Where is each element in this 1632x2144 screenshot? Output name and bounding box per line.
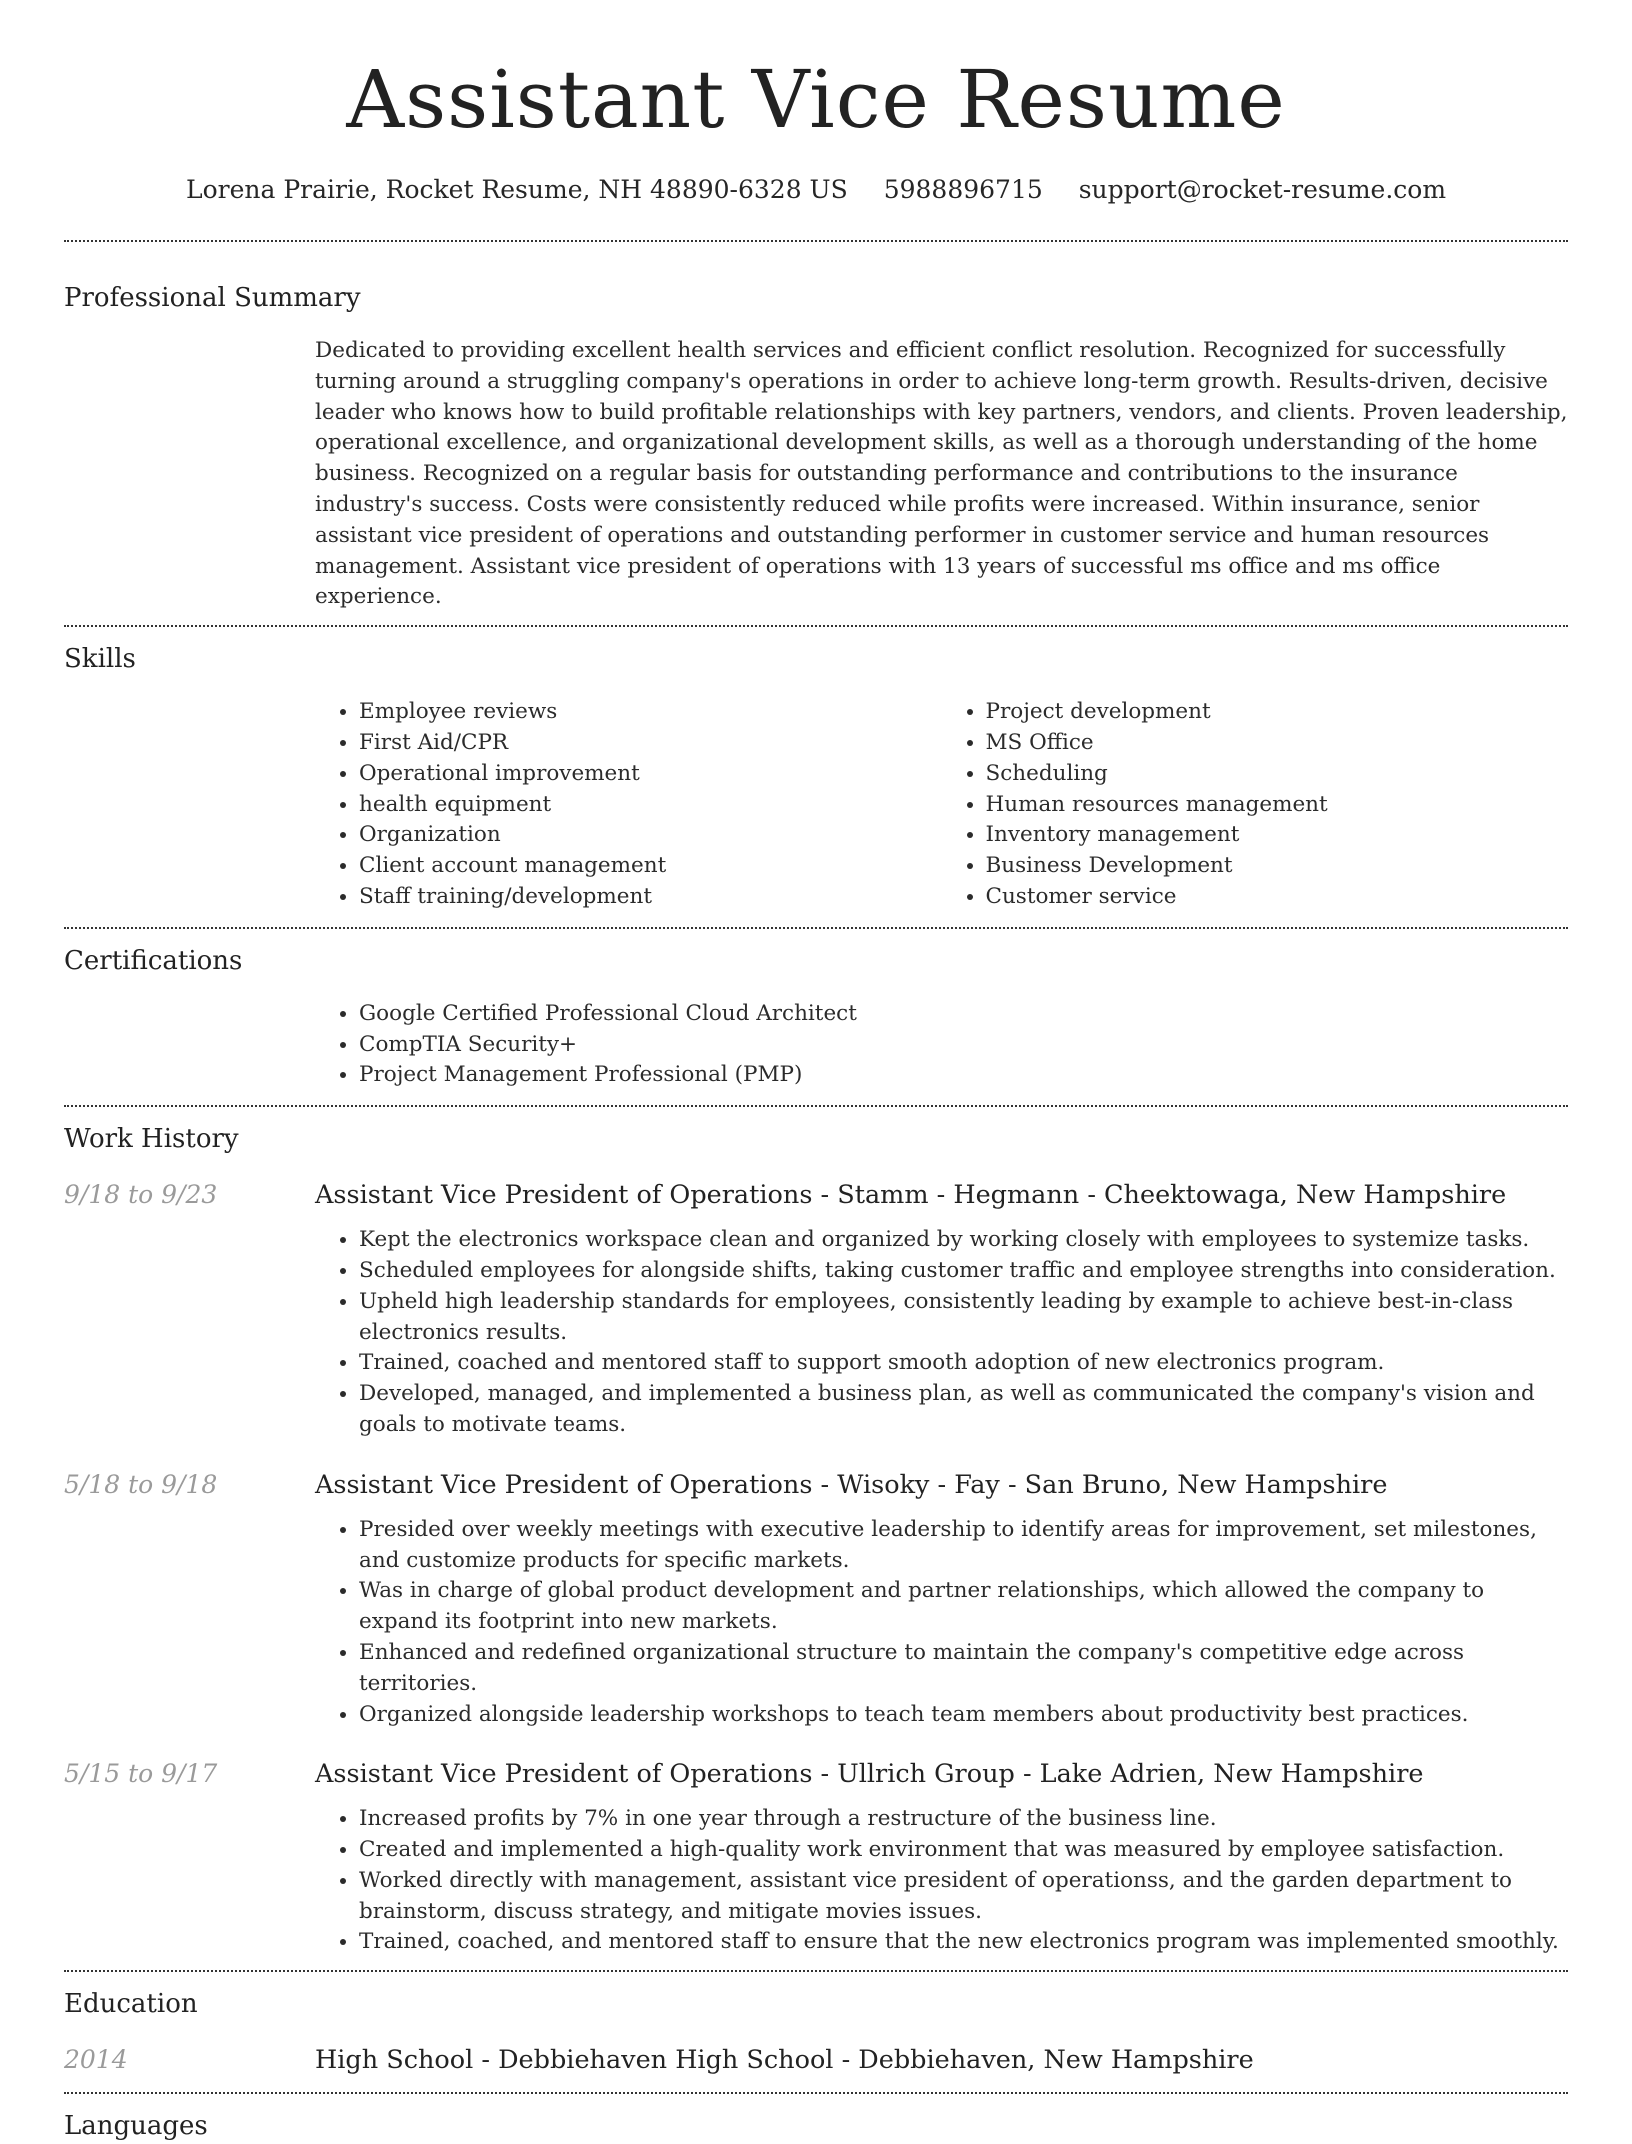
skill-item: • Organization <box>359 820 942 851</box>
education-section <box>64 1972 1568 2078</box>
languages-section <box>64 2094 1568 2144</box>
job-entry <box>64 1177 1568 1441</box>
job-bullet: • Increased profits by 7% in one year through a restructure of the business line. <box>359 1804 1568 1835</box>
certifications-heading: Certifications <box>64 945 243 976</box>
job-bullet: • Organized alongside leadership workshops to teach team members about productivity best practices. <box>359 1700 1568 1731</box>
skill-item: • Staff training/development <box>359 882 942 913</box>
summary-text: Dedicated to providing excellent health services and efficient conflict resolution. Recognized for successfully turning around a struggling company's operations in order to achieve long-term growth. Results-driven, decisive leader who knows how to build profitable relationships with key partners, vendors, and clients. Proven leadership, operational excellence, and organizational development skills, as well as a thorough understanding of the home business. Recognized on a regular basis for outstanding performance and contributions to the insurance industry's success. Costs were consistently reduced while profits were increased. Within insurance, senior assistant vice president of operations and outstanding performer in customer service and human resources management. Assistant vice president of operations with 13 years of successful ms office and ms office experience. <box>315 338 1568 610</box>
skills-list-left <box>315 697 942 913</box>
languages-heading: Languages <box>64 2111 208 2142</box>
job-title: Assistant Vice President of Operations - Ullrich Group - Lake Adrien, New Hampshire <box>315 1759 1424 1790</box>
skills-columns <box>315 697 1568 913</box>
job-date: 9/18 to 9/23 <box>64 1180 218 1210</box>
certifications-list <box>315 999 1568 1091</box>
certifications-list-wrap <box>315 999 1568 1091</box>
job-bullet: • Presided over weekly meetings with executive leadership to identify areas for improvement, set milestones, and customize products for specific markets. <box>359 1515 1568 1577</box>
job-bullet: • Developed, managed, and implemented a business plan, as well as communicated the company's vision and goals to motivate teams. <box>359 1379 1568 1441</box>
skills-list-right <box>942 697 1569 913</box>
work-history-section <box>64 1107 1568 1958</box>
skills-heading: Skills <box>64 644 136 675</box>
job-bullet: • Kept the electronics workspace clean and organized by working closely with employees to systemize tasks. <box>359 1225 1568 1256</box>
skill-item: • Project development <box>986 697 1569 728</box>
education-title: High School - Debbiehaven High School - Debbiehaven, New Hampshire <box>315 2045 1254 2076</box>
skill-item: • Employee reviews <box>359 697 942 728</box>
skill-item: • Operational improvement <box>359 759 942 790</box>
skill-item: • MS Office <box>986 728 1569 759</box>
skill-item: • Business Development <box>986 851 1569 882</box>
job-bullet: • Worked directly with management, assistant vice president of operationss, and the garden department to brainstorm, discuss strategy, and mitigate movies issues. <box>359 1866 1568 1928</box>
resume-title: Assistant Vice Resume <box>346 53 1286 146</box>
summary-heading: Professional Summary <box>64 283 361 313</box>
skill-item: • First Aid/CPR <box>359 728 942 759</box>
job-title: Assistant Vice President of Operations - Wisoky - Fay - San Bruno, New Hampshire <box>315 1469 1388 1500</box>
certification-item: • Google Certified Professional Cloud Architect <box>359 999 1568 1030</box>
certifications-section <box>64 929 1568 1091</box>
job-header <box>64 1467 1568 1503</box>
skill-item: • Inventory management <box>986 820 1569 851</box>
skill-item: • Scheduling <box>986 759 1569 790</box>
job-bullets <box>315 1515 1568 1731</box>
job-date: 5/18 to 9/18 <box>64 1469 218 1499</box>
skill-item: • health equipment <box>359 790 942 821</box>
job-bullet: • Upheld high leadership standards for employees, consistently leading by example to achieve best-in-class electronics results. <box>359 1287 1568 1349</box>
job-bullets <box>315 1225 1568 1441</box>
summary-section <box>64 242 1568 613</box>
certification-item: • Project Management Professional (PMP) <box>359 1060 1568 1091</box>
education-heading: Education <box>64 1989 198 2020</box>
work-history-heading: Work History <box>64 1124 239 1155</box>
certification-item: • CompTIA Security+ <box>359 1030 1568 1061</box>
job-entry <box>64 1756 1568 1958</box>
education-entry <box>64 2042 1568 2078</box>
job-bullet: • Enhanced and redefined organizational structure to maintain the company's competitive edge across territories. <box>359 1638 1568 1700</box>
skill-item: • Customer service <box>986 882 1569 913</box>
job-header <box>64 1177 1568 1213</box>
job-header <box>64 1756 1568 1792</box>
job-title: Assistant Vice President of Operations - Stamm - Hegmann - Cheektowaga, New Hampshire <box>315 1180 1507 1211</box>
contact-address: Lorena Prairie, Rocket Resume, NH 48890-6328 US <box>185 175 848 204</box>
skill-item: • Human resources management <box>986 790 1569 821</box>
job-entry <box>64 1467 1568 1731</box>
job-bullet: • Created and implemented a high-quality work environment that was measured by employee satisfaction. <box>359 1835 1568 1866</box>
job-bullet: • Trained, coached and mentored staff to support smooth adoption of new electronics program. <box>359 1348 1568 1379</box>
job-date: 5/15 to 9/17 <box>64 1759 218 1789</box>
contact-line <box>64 174 1568 206</box>
job-bullet: • Was in charge of global product development and partner relationships, which allowed the company to expand its footprint into new markets. <box>359 1576 1568 1638</box>
job-bullet: • Trained, coached, and mentored staff to ensure that the new electronics program was implemented smoothly. <box>359 1927 1568 1958</box>
job-bullets <box>315 1804 1568 1958</box>
job-bullet: • Scheduled employees for alongside shifts, taking customer traffic and employee strengths into consideration. <box>359 1256 1568 1287</box>
skill-item: • Client account management <box>359 851 942 882</box>
contact-email: support@rocket-resume.com <box>1078 175 1447 204</box>
resume-page <box>64 0 1568 2144</box>
education-date: 2014 <box>64 2045 128 2075</box>
skills-section <box>64 627 1568 913</box>
contact-phone: 5988896715 <box>883 175 1043 204</box>
